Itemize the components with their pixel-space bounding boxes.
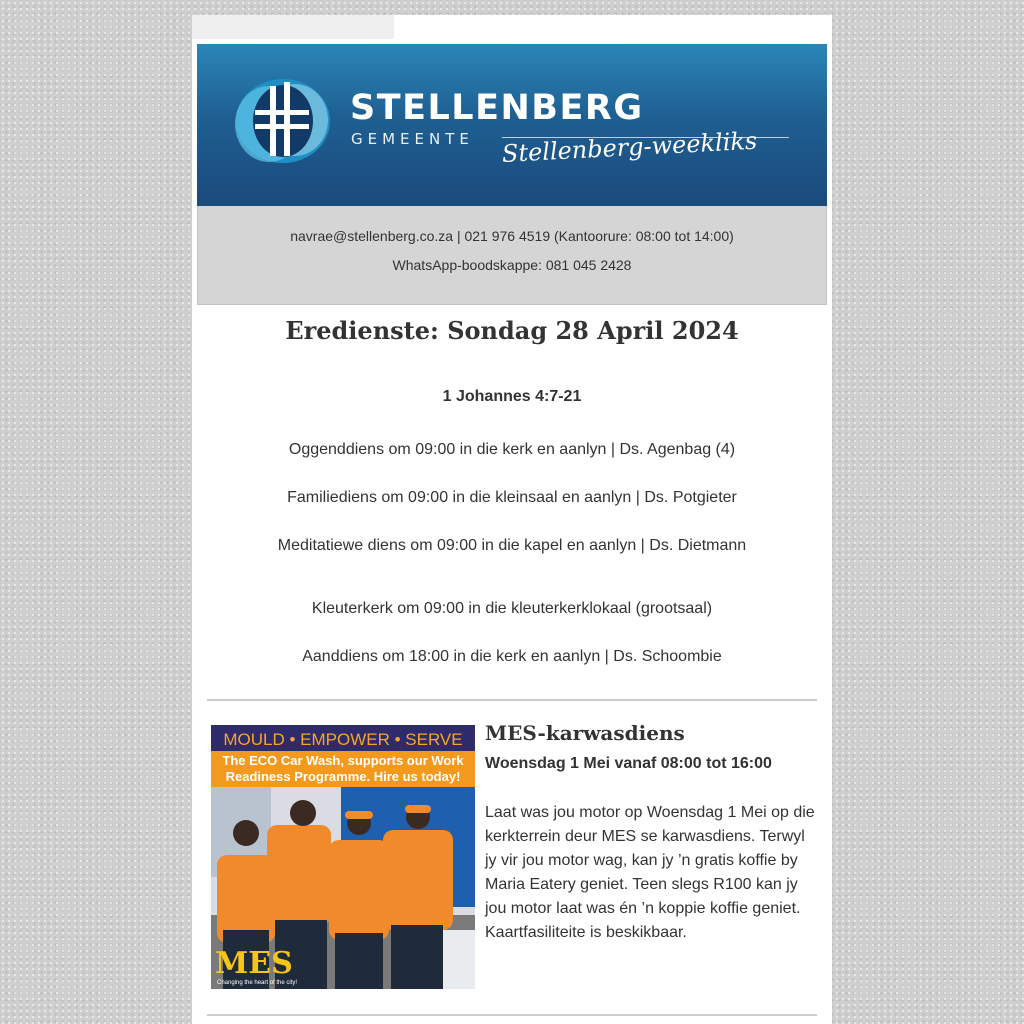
mes-description: Laat was jou motor op Woensdag 1 Mei op die kerkterrein deur MES se karwasdiens. Terwyl jy vir jou motor wag, kan jy ’n gratis koffie by Maria Eatery geniet. Teen slegs R100 kan jy jou motor laat was én ’n koppie koffie geniet. Kaartfasiliteite is beskikbaar. xyxy=(485,804,815,941)
contact-email-phone[interactable]: navrae@stellenberg.co.za | 021 976 4519 (Kantoorure: 08:00 tot 14:00) xyxy=(290,228,734,244)
mes-tagline: Changing the heart of the city! xyxy=(217,980,298,986)
brand-subtitle: GEMEENTE xyxy=(351,130,474,148)
mes-logo: MES xyxy=(215,946,293,981)
service-item: Familiediens om 09:00 in die kleinsaal en aanlyn | Ds. Potgieter xyxy=(287,489,737,506)
brand-name: STELLENBERG xyxy=(350,88,644,128)
header-banner xyxy=(197,44,827,206)
mes-date: Woensdag 1 Mei vanaf 08:00 tot 16:00 xyxy=(485,755,772,772)
newsletter-body xyxy=(192,40,832,1024)
scripture-reference: 1 Johannes 4:7-21 xyxy=(442,388,582,405)
services-title: Eredienste: Sondag 28 April 2024 xyxy=(285,316,739,345)
contact-whatsapp[interactable]: WhatsApp-boodskappe: 081 045 2428 xyxy=(392,257,632,273)
mes-banner-line1: The ECO Car Wash, supports our Work xyxy=(222,753,464,768)
section-divider xyxy=(207,699,817,701)
mes-title: MES-karwasdiens xyxy=(485,721,685,745)
service-item: Kleuterkerk om 09:00 in die kleuterkerklokaal (grootsaal) xyxy=(311,600,713,617)
mes-banner-line2: Readiness Programme. Hire us today! xyxy=(225,769,461,784)
service-item: Oggenddiens om 09:00 in die kerk en aanlyn | Ds. Agenbag (4) xyxy=(288,441,736,458)
email-top-bar xyxy=(192,15,832,43)
section-divider xyxy=(207,1014,817,1016)
church-cross-logo-icon xyxy=(233,76,331,166)
mes-car-wash-image[interactable] xyxy=(211,725,475,989)
service-item: Meditatiewe diens om 09:00 in die kapel en aanlyn | Ds. Dietmann xyxy=(277,537,747,554)
mes-banner-top: MOULD • EMPOWER • SERVE xyxy=(223,730,463,749)
contact-box xyxy=(197,206,827,305)
preheader-stub xyxy=(192,15,394,39)
service-item: Aanddiens om 18:00 in die kerk en aanlyn | Ds. Schoombie xyxy=(302,648,722,665)
newsletter-name: Stellenberg-weekliks xyxy=(501,126,758,168)
